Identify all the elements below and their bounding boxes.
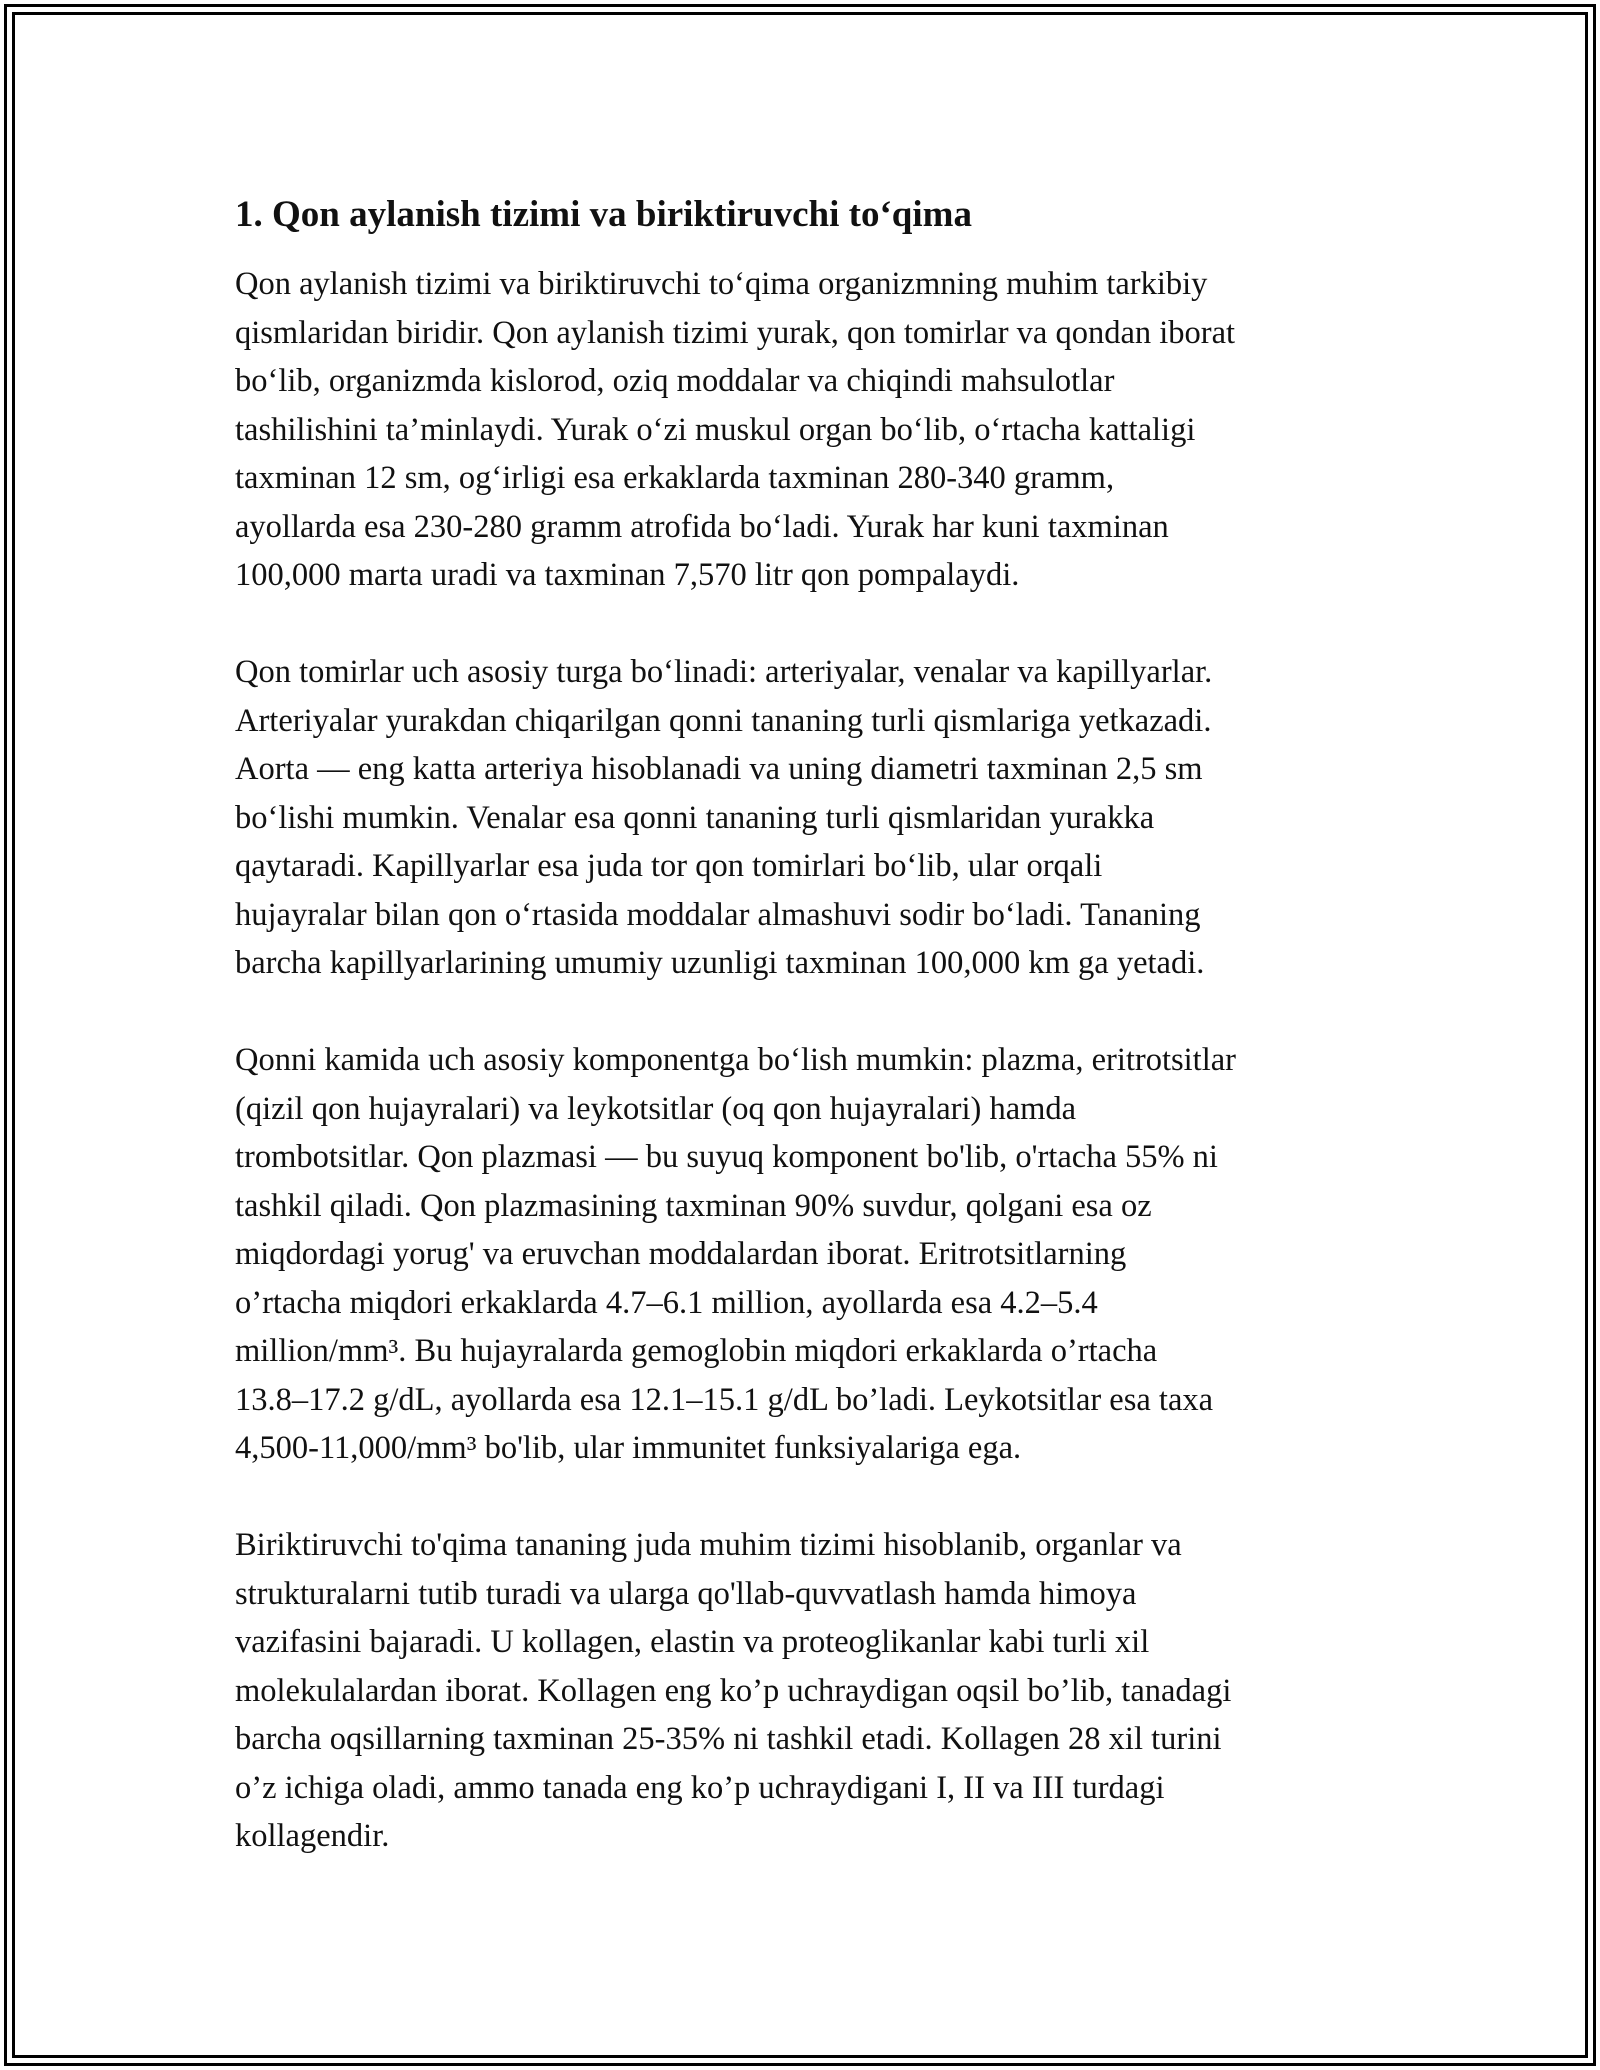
paragraph-connective-tissue: Biriktiruvchi to'qima tananing juda muhim tizimi hisoblanib, organlar va strukturalarni tutib turadi va ularga qo'llab-quvvatlash hamda himoya vazifasini bajaradi. U kollagen, elastin va proteoglikanlar kabi turli xil molekulalardan iborat. Kollagen eng ko’p uchraydigan oqsil bo’lib, tanadagi barcha oqsillarning taxminan 25-35% ni tashkil etadi. Kollagen 28 xil turini o’z ichiga oladi, ammo tanada eng ko’p uchraydigani I, II va III turdagi kollagendir. — [235, 1527, 1232, 1854]
document-body — [235, 188, 1370, 1909]
paragraph-circulatory-system: Qon aylanish tizimi va biriktiruvchi to‘qima organizmning muhim tarkibiy qismlaridan biridir. Qon aylanish tizimi yurak, qon tomirlar va qondan iborat bo‘lib, organizmda kislorod, oziq moddalar va chiqindi mahsulotlar tashilishini ta’minlaydi. Yurak o‘zi muskul organ bo‘lib, o‘rtacha kattaligi taxminan 12 sm, og‘irligi esa erkaklarda taxminan 280-340 gramm, ayollarda esa 230-280 gramm atrofida bo‘ladi. Yurak har kuni taxminan 100,000 marta uradi va taxminan 7,570 litr qon pompalaydi. — [235, 266, 1236, 593]
paragraph-blood-components: Qonni kamida uch asosiy komponentga bo‘lish mumkin: plazma, eritrotsitlar (qizil qon hujayralari) va leykotsitlar (oq qon hujayralari) hamda trombotsitlar. Qon plazmasi — bu suyuq komponent bo'lib, o'rtacha 55% ni tashkil qiladi. Qon plazmasining taxminan 90% suvdur, qolgani esa oz miqdordagi yorug' va eruvchan moddalardan iborat. Eritrotsitlarning o’rtacha miqdori erkaklarda 4.7–6.1 million, ayollarda esa 4.2–5.4 million/mm³. Bu hujayralarda gemoglobin miqdori erkaklarda o’rtacha 13.8–17.2 g/dL, ayollarda esa 12.1–15.1 g/dL bo’ladi. Leykotsitlar esa taxa 4,500-11,000/mm³ bo'lib, ular immunitet funksiyalariga ega. — [235, 1042, 1236, 1466]
paragraph-blood-vessels: Qon tomirlar uch asosiy turga bo‘linadi: arteriyalar, venalar va kapillyarlar. Arteriyalar yurakdan chiqarilgan qonni tananing turli qismlariga yetkazadi. Aorta — eng katta arteriya hisoblanadi va uning diametri taxminan 2,5 sm bo‘lishi mumkin. Venalar esa qonni tananing turli qismlaridan yurakka qaytaradi. Kapillyarlar esa juda tor qon tomirlari bo‘lib, ular orqali hujayralar bilan qon o‘rtasida moddalar almashuvi sodir bo‘ladi. Tananing barcha kapillyarlarining umumiy uzunligi taxminan 100,000 km ga yetadi. — [235, 654, 1213, 981]
section-title: 1. Qon aylanish tizimi va biriktiruvchi to‘qima — [235, 194, 972, 235]
